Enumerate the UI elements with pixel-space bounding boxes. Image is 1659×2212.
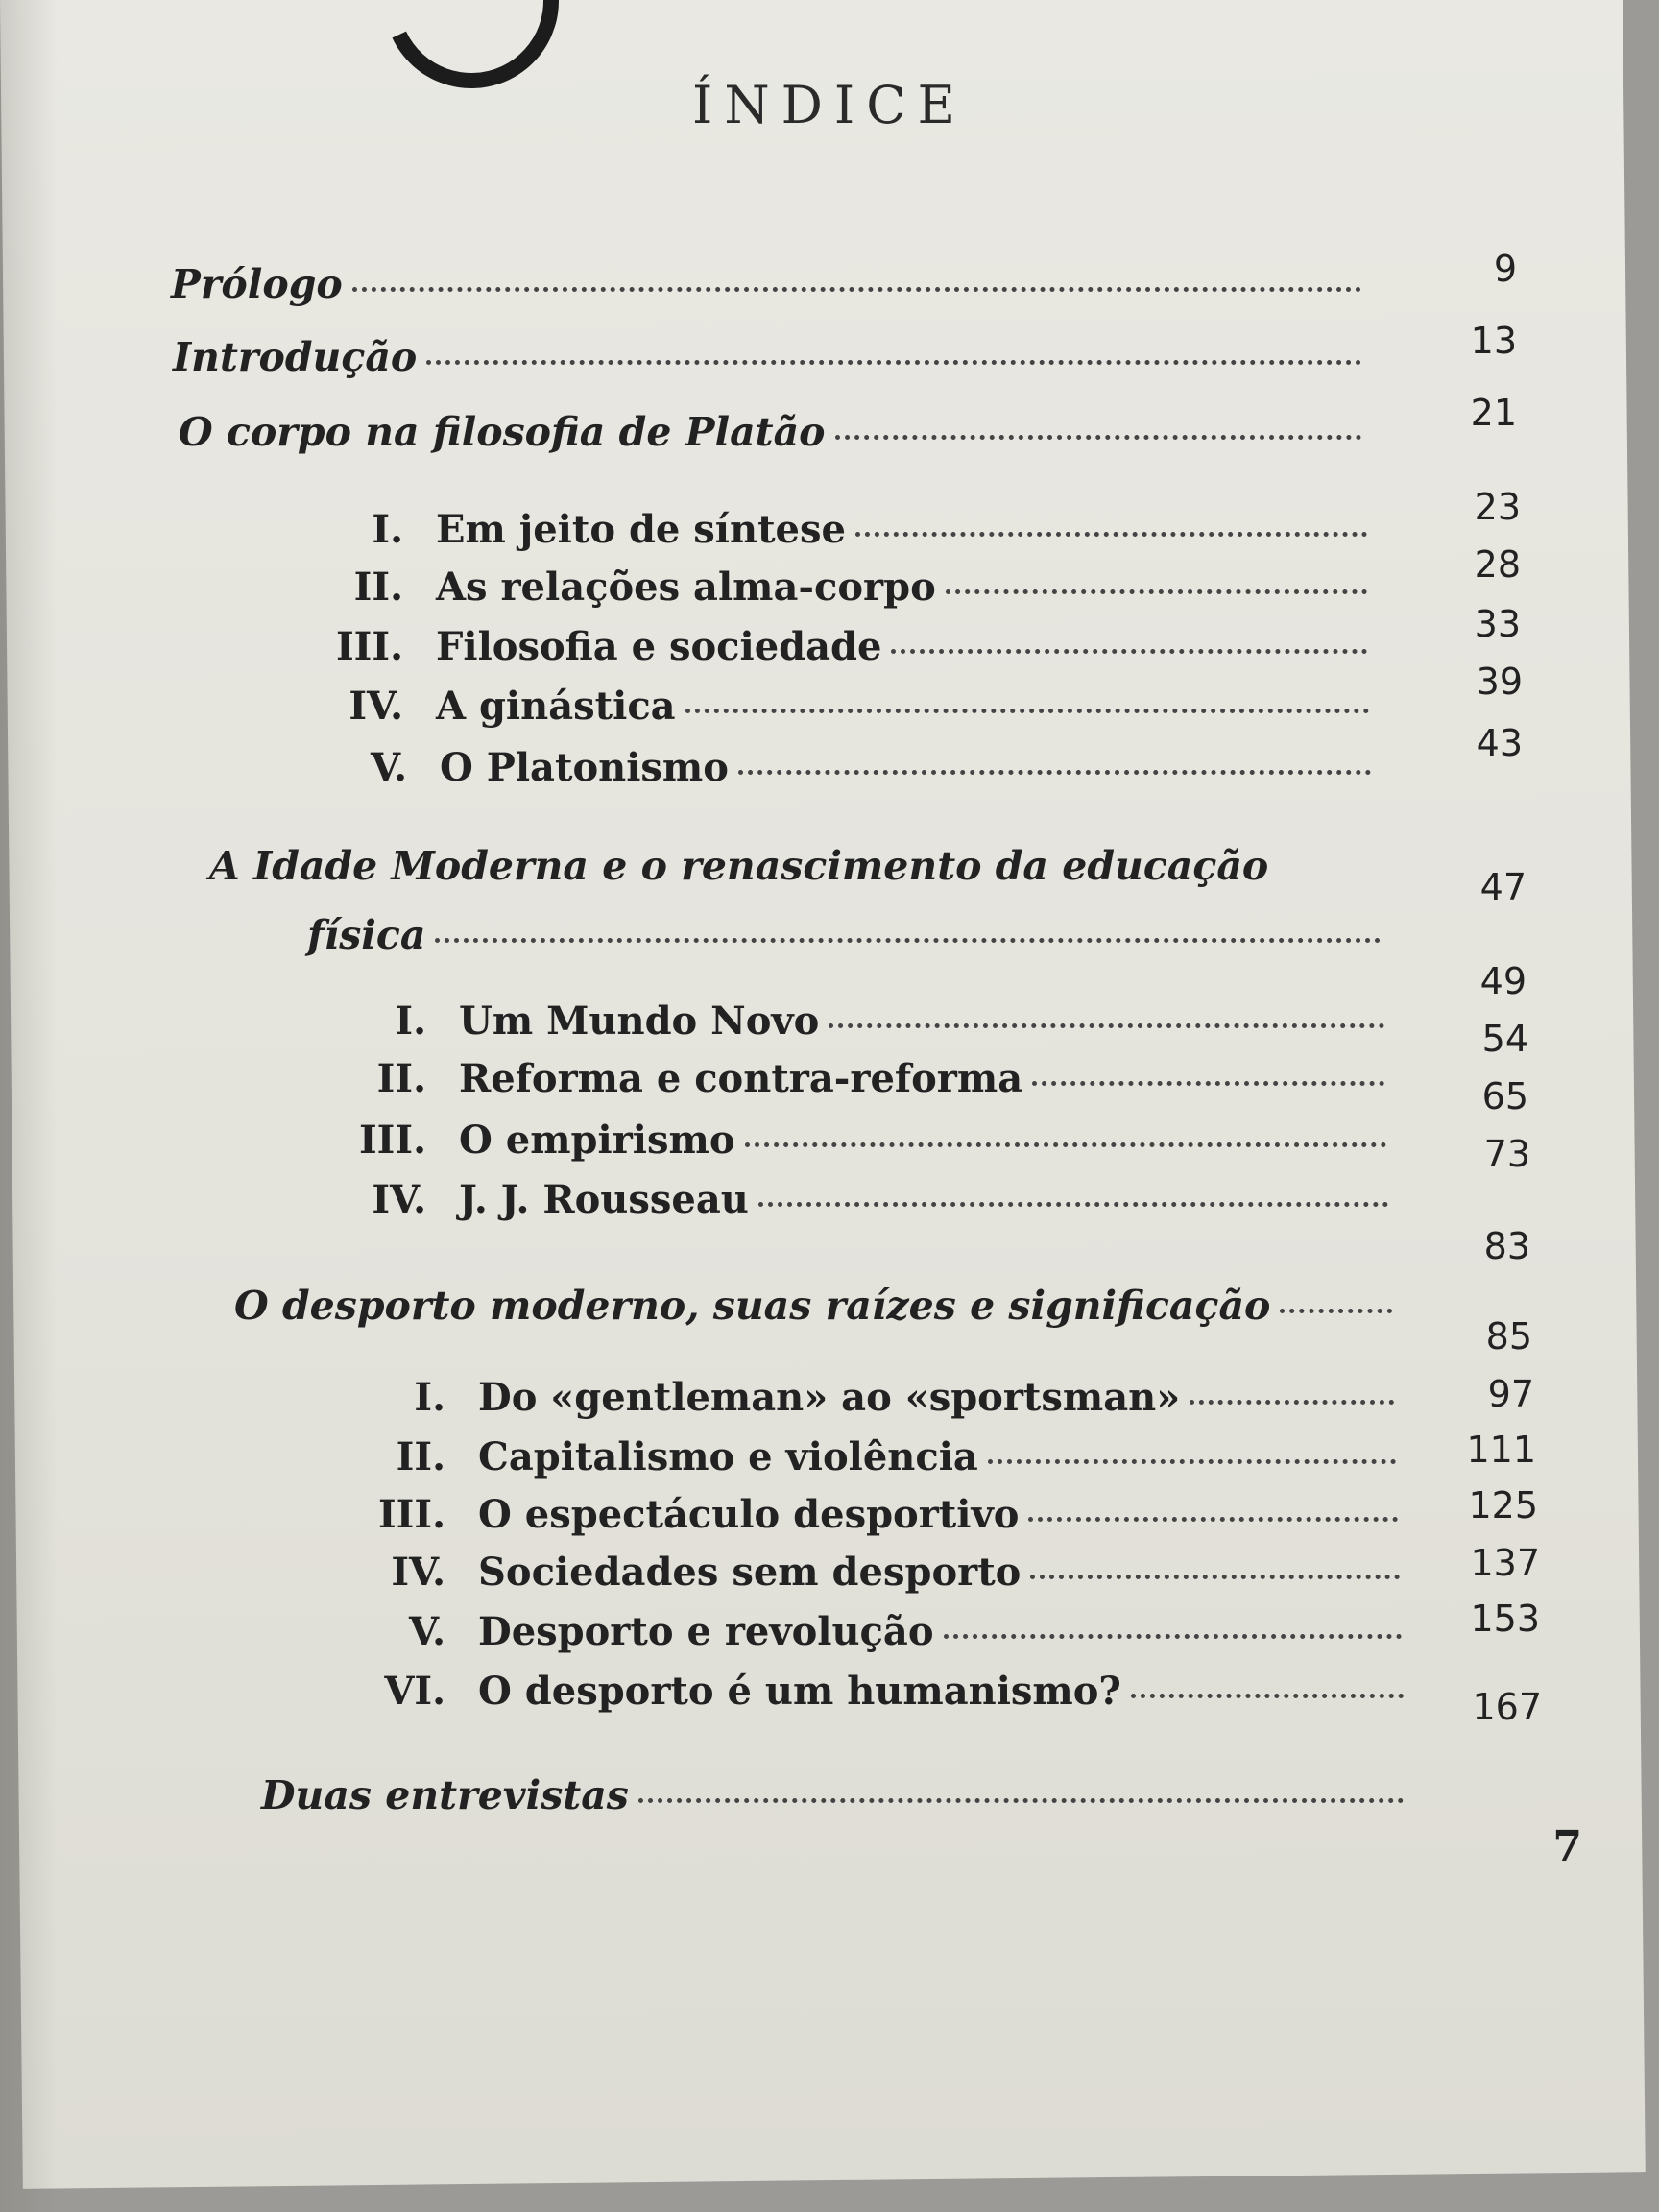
toc-page-number: 23 [1474,486,1521,528]
toc-entry-label: Filosofia e sociedade [436,624,882,669]
toc-chapter[interactable] [348,1550,1409,1595]
toc-page-number: 83 [1483,1225,1530,1267]
dot-leader [1131,1694,1404,1698]
toc-entry-label: Um Mundo Novo [459,998,820,1044]
toc-page-number: 125 [1468,1484,1538,1527]
dot-leader [1190,1400,1394,1405]
chapter-number: VI. [384,1669,445,1714]
toc-page-number: 43 [1476,722,1523,764]
toc-page-number: 167 [1472,1686,1542,1728]
toc-entry-platao[interactable] [179,409,1371,455]
toc-entry-label: O Platonismo [440,745,729,790]
chapter-number: I. [414,1375,445,1420]
toc-chapter[interactable] [363,1434,1406,1479]
toc-page-number: 33 [1474,603,1521,645]
dot-leader [1028,1517,1398,1522]
toc-entry-label: O desporto é um humanismo? [478,1669,1121,1714]
chapter-number: II. [376,1056,426,1101]
toc-page-number: 9 [1493,248,1517,290]
toc-chapter[interactable] [321,745,1381,790]
chapter-number: II. [353,565,403,610]
dot-leader [638,1798,1404,1803]
chapter-number: IV. [391,1550,445,1595]
toc-page-number: 47 [1479,866,1527,908]
toc-page-number: 73 [1483,1133,1530,1175]
dot-leader [944,1634,1402,1639]
dot-leader [946,589,1367,594]
toc-entry-label: O corpo na filosofia de Platão [179,409,826,455]
dot-leader [745,1142,1387,1147]
toc-entry-idade-moderna-cont[interactable] [307,912,1390,958]
toc-entry-label: física [307,912,426,958]
dot-leader [855,532,1367,537]
toc-page-number: 137 [1470,1542,1540,1584]
dot-leader [1280,1309,1392,1313]
toc-entry-duas-entrevistas[interactable] [261,1772,1413,1818]
toc-entry-label: Reforma e contra-reforma [459,1056,1023,1101]
toc-entry-label: O espectáculo desportivo [478,1492,1020,1537]
toc-entry-label: A Idade Moderna e o renascimento da educação [209,843,1269,889]
toc-page-number: 97 [1487,1373,1534,1415]
toc-entry-label: Desporto e revolução [478,1609,934,1654]
toc-chapter[interactable] [326,1177,1398,1222]
dot-leader [435,938,1381,943]
toc-chapter[interactable] [346,1492,1407,1537]
toc-entry-label: A ginástica [436,684,676,729]
toc-page-number: 39 [1476,661,1523,703]
toc-page-number: 111 [1466,1429,1536,1471]
dot-leader [758,1202,1388,1207]
dot-leader [1030,1575,1400,1579]
toc-page-number: 153 [1470,1598,1540,1640]
chapter-number: IV. [349,684,403,729]
dot-leader [685,709,1369,713]
toc-page-number: 85 [1485,1315,1532,1358]
toc-entry-label: Sociedades sem desporto [478,1550,1022,1595]
toc-chapter[interactable] [307,565,1377,610]
chapter-number: I. [395,998,426,1044]
chapter-number: I. [372,507,403,552]
toc-entry-label: Em jeito de síntese [436,507,846,552]
toc-chapter[interactable] [357,1669,1413,1714]
toc-entry-label: O empirismo [459,1118,735,1163]
toc-entry-label: Capitalismo e violência [478,1434,978,1479]
dot-leader [1032,1081,1384,1086]
toc-page-number: 28 [1474,543,1521,586]
dot-leader [352,287,1361,292]
chapter-number: V. [371,745,407,790]
toc-chapter[interactable] [357,998,1394,1044]
chapter-number: IV. [372,1177,426,1222]
toc-page-number: 65 [1481,1075,1528,1118]
chapter-number: III. [358,1118,426,1163]
toc-chapter[interactable] [326,507,1377,552]
toc-entry-label: O desporto moderno, suas raízes e significação [234,1283,1271,1329]
toc-chapter[interactable] [298,684,1379,729]
dot-leader [738,770,1371,775]
toc-entry-label: Prólogo [171,261,343,307]
toc-chapter[interactable] [371,1609,1411,1654]
dot-leader [988,1459,1396,1464]
chapter-number: III. [335,624,403,669]
toc-chapter[interactable] [342,1056,1394,1101]
toc-entry-label: Do «gentleman» ao «sportsman» [478,1375,1181,1420]
toc-entry-label: J. J. Rousseau [459,1177,749,1222]
dot-leader [829,1023,1384,1028]
toc-page-number: 49 [1479,960,1527,1002]
dot-leader [835,435,1362,440]
toc-entry-prologo[interactable] [171,261,1371,307]
toc-page-number: 54 [1481,1018,1528,1060]
dot-leader [426,360,1361,365]
toc-chapter[interactable] [292,624,1377,669]
page-title: ÍNDICE [692,75,967,135]
toc-entry-idade-moderna[interactable] [209,843,1390,889]
chapter-number: III. [377,1492,445,1537]
chapter-number: II. [396,1434,445,1479]
toc-page-number: 13 [1470,320,1517,362]
toc-entry-desporto-moderno[interactable] [234,1283,1402,1329]
toc-page-number: 21 [1470,392,1517,434]
toc-chapter[interactable] [380,1375,1404,1420]
toc-entry-label: Introdução [173,334,418,380]
toc-entry-introducao[interactable] [173,334,1371,380]
toc-entry-label: As relações alma-corpo [436,565,936,610]
toc-entry-label: Duas entrevistas [261,1772,629,1818]
chapter-number: V. [409,1609,445,1654]
page-folio-number: 7 [1552,1822,1582,1871]
toc-chapter[interactable] [323,1118,1396,1163]
dot-leader [891,649,1367,654]
